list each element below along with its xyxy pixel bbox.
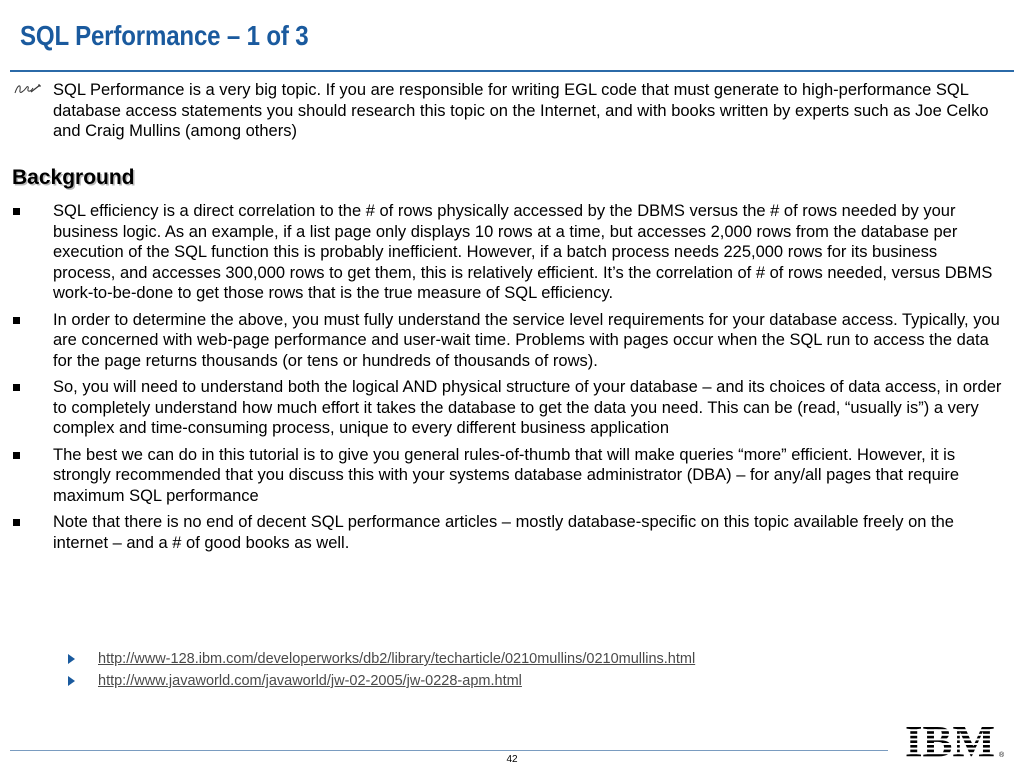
pen-scribble-icon: [12, 80, 53, 101]
page-number: 42: [506, 754, 518, 765]
background-heading: Background: [12, 166, 135, 189]
bullet-text: In order to determine the above, you must fully understand the service level requirements for your database access. Typically, you are concerned with web-page performance and user-wait time. Problems with pages occur when the SQL run to access the data for the page returns thousands (or tens or hundreds of thousands of rows).: [53, 310, 1000, 370]
bullet-item: [12, 512, 1002, 553]
registered-mark: ®: [999, 752, 1005, 759]
reference-links: [68, 648, 695, 692]
title-divider: [10, 70, 1014, 72]
bullet-item: [12, 310, 1002, 372]
bullet-text: SQL efficiency is a direct correlation to the # of rows physically accessed by the DBMS versus the # of rows needed by your business logic. As an example, if a list page only displays 10 rows at a time, but accesses 2,000 rows from the database per execution of the SQL function this is probably inefficient. However, if a batch process needs 225,000 rows for its business process, and accesses 300,000 rows to get them, this is relatively efficient. It’s the correlation of # of rows needed, versus DBMS work-to-be-done to get those rows that is the true measure of SQL efficiency.: [53, 202, 993, 302]
square-bullet-icon: [12, 377, 53, 398]
triangle-arrow-icon: [68, 654, 98, 664]
mullins-article-link[interactable]: http://www-128.ibm.com/developerworks/db2/library/techarticle/0210mullins/0210mullins.html: [98, 651, 696, 667]
javaworld-article-link[interactable]: http://www.javaworld.com/javaworld/jw-02-2005/jw-0228-apm.html: [98, 673, 522, 689]
square-bullet-icon: [12, 310, 53, 331]
slide-title: SQL Performance – 1 of 3: [20, 20, 309, 51]
bullet-text: So, you will need to understand both the logical AND physical structure of your database – and its choices of data access, in order to completely understand how much effort it takes the database to get the data you need. This can be (read, “usually is”) a very complex and time-consuming process, unique to every different business application: [53, 378, 1002, 437]
square-bullet-icon: [12, 445, 53, 466]
link-item: [68, 648, 695, 670]
bullet-text: The best we can do in this tutorial is to give you general rules-of-thumb that will make queries “more” efficient. However, it is strongly recommended that you discuss this with your systems database administrator (DBA) – for any/all pages that require maximum SQL performance: [53, 445, 960, 505]
square-bullet-icon: [12, 201, 53, 222]
ibm-logo: [905, 722, 997, 765]
intro-block: [12, 80, 1002, 142]
bullet-item: [12, 201, 1002, 304]
footer-divider: [10, 750, 888, 751]
bullet-item: [12, 445, 1002, 507]
bullet-text: Note that there is no end of decent SQL performance articles – mostly database-specific on this topic available freely on the internet – and a # of good books as well.: [53, 513, 954, 552]
background-bullet-list: [12, 201, 1002, 559]
square-bullet-icon: [12, 512, 53, 533]
link-item: [68, 670, 695, 692]
intro-text: SQL Performance is a very big topic. If you are responsible for writing EGL code that must generate to high-performance SQL database access statements you should research this topic on the Internet, and with books written by experts such as Joe Celko and Craig Mullins (among others): [53, 81, 989, 140]
triangle-arrow-icon: [68, 676, 98, 686]
bullet-item: [12, 377, 1002, 439]
